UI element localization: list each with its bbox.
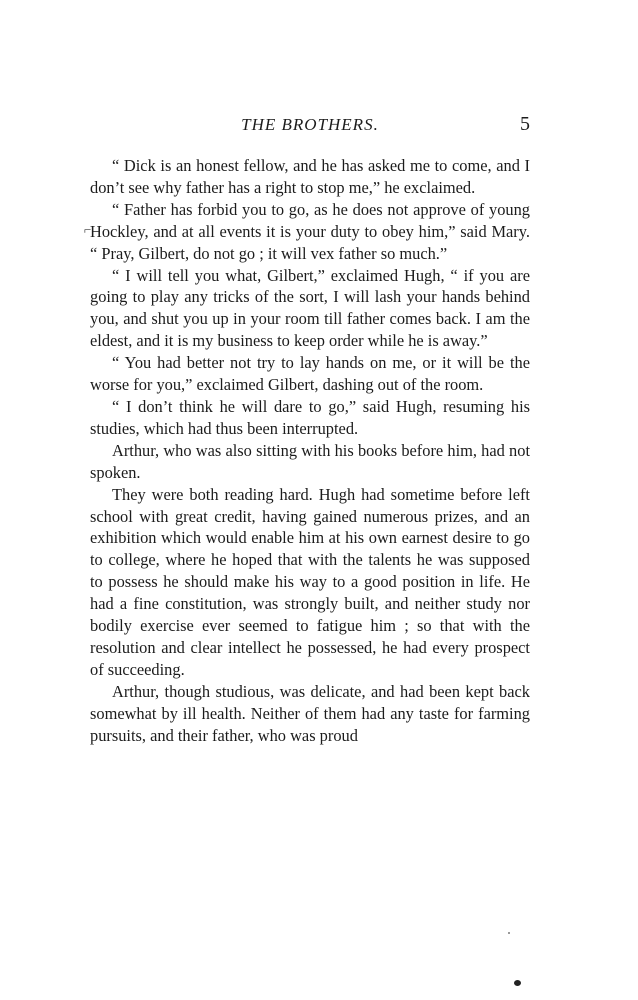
page-number: 5 — [520, 113, 530, 135]
paragraph: “ I don’t think he will dare to go,” said Hugh, resuming his studies, which had thus been interrupted. — [90, 396, 530, 438]
paragraph: “ I will tell you what, Gilbert,” exclaimed Hugh, “ if you are going to play any tricks of the sort, I will lash your hands behind you, and shut you up in your room till father comes back. I am the eldest, and it is my business to keep order while he is away.” — [90, 265, 530, 351]
margin-mark: ⌐ — [84, 222, 92, 237]
body-text — [90, 155, 530, 746]
paragraph: Arthur, though studious, was delicate, and had been kept back somewhat by ill health. Neither of them had any taste for farming pursuits, and their father, who was proud — [90, 681, 530, 745]
print-speck — [508, 932, 510, 934]
running-head: THE BROTHERS. — [241, 115, 379, 134]
paragraph: “ You had better not try to lay hands on me, or it will be the worse for you,” exclaimed Gilbert, dashing out of the room. — [90, 353, 530, 395]
paragraph: “ Dick is an honest fellow, and he has asked me to come, and I don’t see why father has a right to stop me,” he exclaimed. — [90, 156, 530, 197]
paragraph: Arthur, who was also sitting with his books before him, had not spoken. — [90, 440, 530, 482]
ink-blot — [514, 980, 521, 986]
page-header — [90, 113, 530, 139]
paragraph: “ Father has forbid you to go, as he does not approve of young Hockley, and at all events it is your duty to obey him,” said Mary. “ Pray, Gilbert, do not go ; it will vex father so much.” — [90, 199, 530, 263]
paragraph: They were both reading hard. Hugh had sometime before left school with great credit, having gained numerous prizes, and an exhibition which would enable him at his own earnest desire to go to college, where he hoped that with the talents he was supposed to possess he should make his way to a good position in life. He had a fine constitution, was strongly built, and neither study nor bodily exercise ever seemed to fatigue him ; so that with the resolution and clear intellect he possessed, he had every prospect of succeeding. — [90, 484, 530, 679]
